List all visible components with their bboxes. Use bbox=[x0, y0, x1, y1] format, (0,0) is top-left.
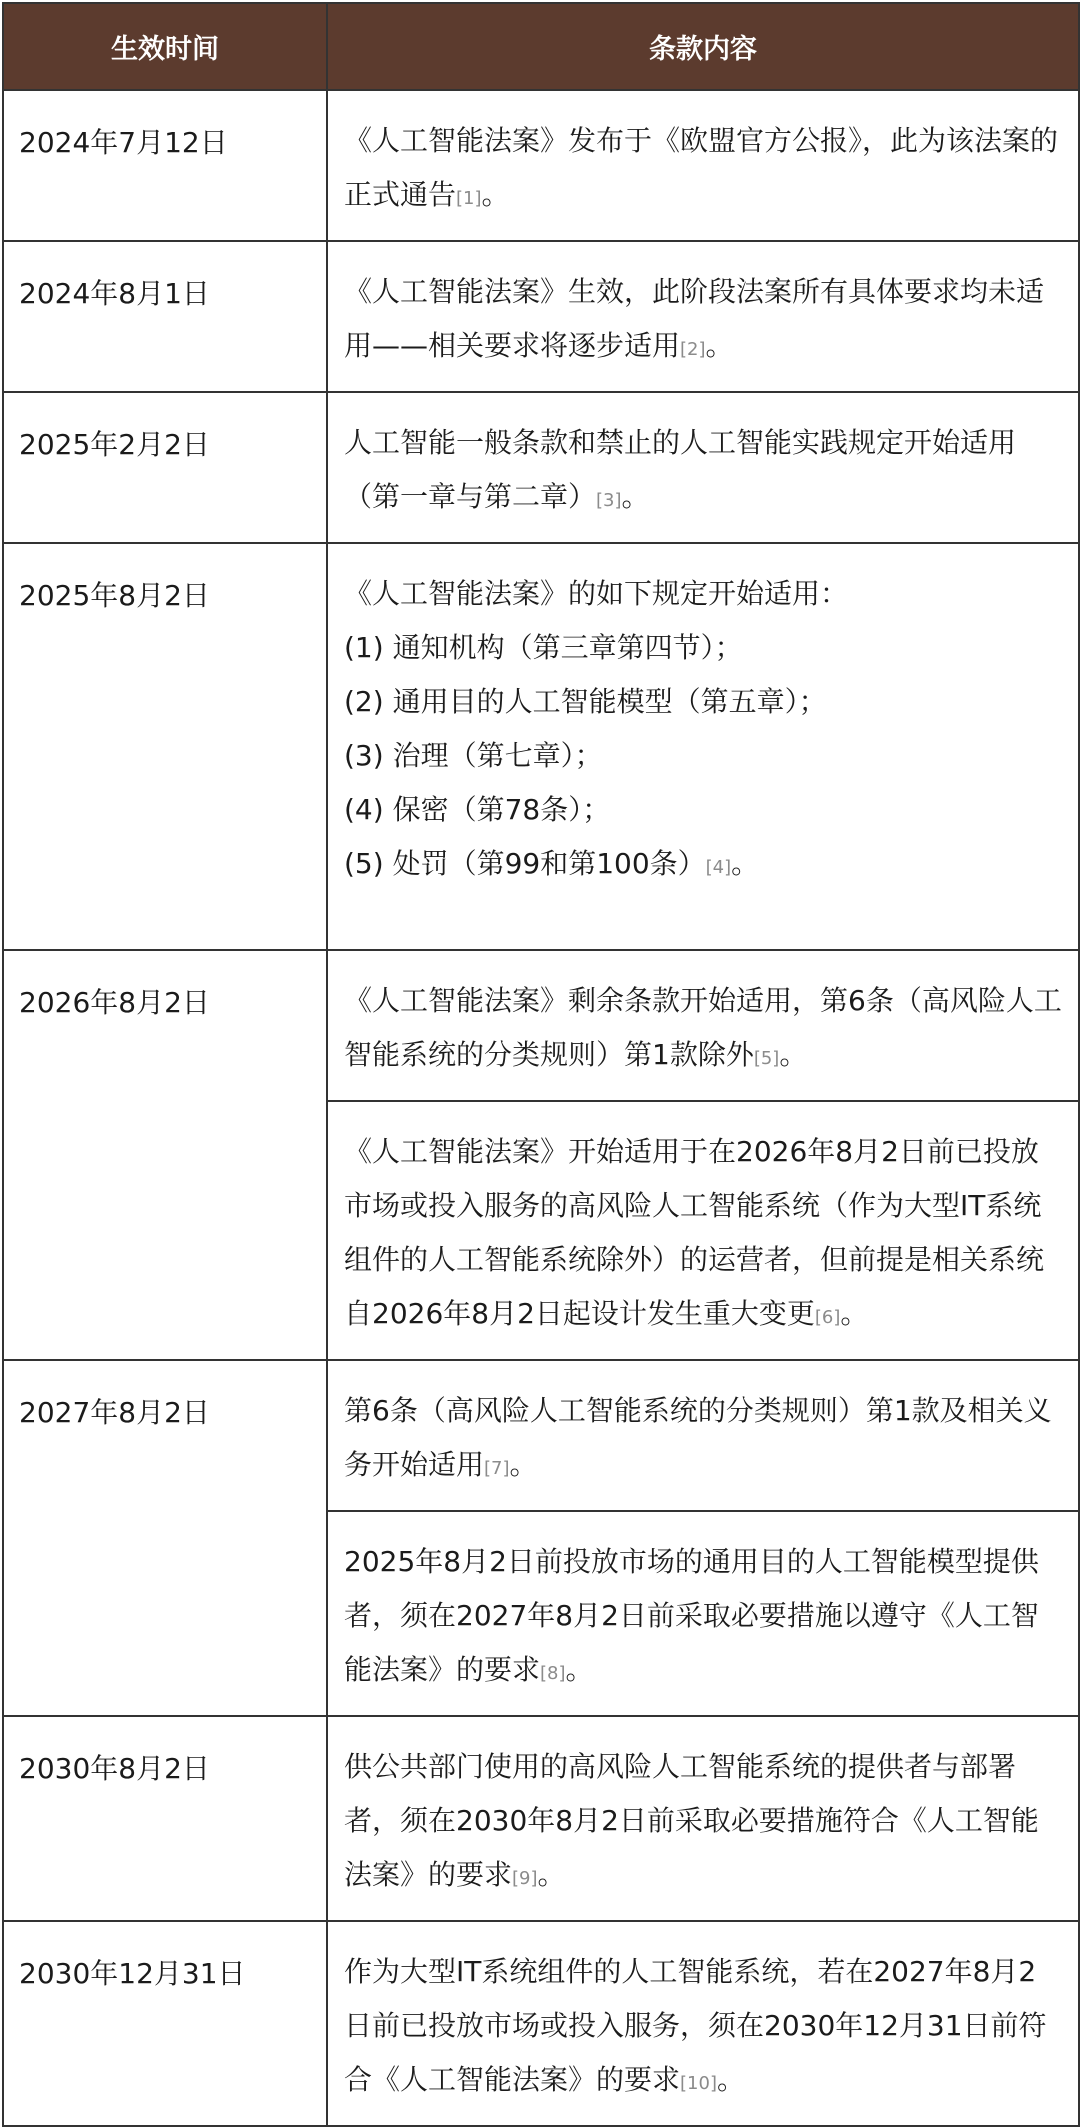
provision-line: (1) 通知机构（第三章第四节）； bbox=[344, 631, 743, 664]
effective-date-cell: 2030年12月31日 bbox=[3, 1921, 327, 2126]
provision-text bbox=[344, 729, 1064, 783]
table-row bbox=[3, 950, 1079, 1101]
effective-date-cell: 2025年8月2日 bbox=[3, 543, 327, 950]
provision-content-cell bbox=[327, 1511, 1079, 1716]
effective-date-cell: 2025年2月2日 bbox=[3, 392, 327, 543]
provision-line: (3) 治理（第七章）； bbox=[344, 739, 603, 772]
table-row bbox=[3, 1716, 1079, 1921]
provision-text bbox=[344, 675, 1064, 729]
provision-text bbox=[344, 1125, 1064, 1345]
provision-line: (4) 保密（第78条）； bbox=[344, 793, 611, 826]
provision-text bbox=[344, 783, 1064, 837]
sentence-end: 。 bbox=[565, 1653, 594, 1686]
sentence-end: 。 bbox=[705, 329, 734, 362]
provision-text bbox=[344, 114, 1064, 226]
effective-date-cell: 2024年7月12日 bbox=[3, 90, 327, 241]
sentence-end: 。 bbox=[621, 480, 650, 513]
table-row bbox=[3, 392, 1079, 543]
provision-text bbox=[344, 567, 1064, 621]
provision-text bbox=[344, 1384, 1064, 1496]
footnote-ref-link[interactable]: [3] bbox=[596, 490, 622, 511]
footnote-ref-link[interactable]: [2] bbox=[680, 339, 706, 360]
provision-text bbox=[344, 837, 1064, 895]
provision-text bbox=[344, 1945, 1064, 2111]
provision-content-cell bbox=[327, 90, 1079, 241]
sentence-end: 。 bbox=[840, 1297, 869, 1330]
header-provision-content: 条款内容 bbox=[327, 3, 1079, 90]
footnote-ref-link[interactable]: [5] bbox=[753, 1048, 780, 1069]
footnote-ref-link[interactable]: [1] bbox=[456, 188, 482, 209]
sentence-end: 。 bbox=[481, 178, 510, 211]
sentence-end: 。 bbox=[731, 847, 760, 880]
table-row bbox=[3, 90, 1079, 241]
provision-line: 人工智能一般条款和禁止的人工智能实践规定开始适用（第一章与第二章） bbox=[344, 426, 1017, 513]
effective-date-cell: 2030年8月2日 bbox=[3, 1716, 327, 1921]
footnote-ref-link[interactable]: [7] bbox=[484, 1458, 510, 1479]
provision-line: 《人工智能法案》剩余条款开始适用，第6条（高风险人工智能系统的分类规则）第1款除外 bbox=[344, 984, 1062, 1071]
provision-text bbox=[344, 1740, 1064, 1906]
provision-line: (5) 处罚（第99和第100条） bbox=[344, 847, 706, 880]
provision-content-cell bbox=[327, 543, 1079, 950]
provision-content-cell bbox=[327, 1360, 1079, 1511]
footnote-ref-link[interactable]: [9] bbox=[512, 1868, 538, 1889]
provision-line: 第6条（高风险人工智能系统的分类规则）第1款及相关义务开始适用 bbox=[344, 1394, 1052, 1481]
provision-text bbox=[344, 416, 1064, 528]
provision-content-cell bbox=[327, 241, 1079, 392]
provision-content-cell bbox=[327, 1716, 1079, 1921]
provision-text bbox=[344, 1535, 1064, 1701]
table-row bbox=[3, 543, 1079, 950]
table-row bbox=[3, 1921, 1079, 2126]
ai-act-timeline-table bbox=[2, 2, 1080, 2127]
footnote-ref-link[interactable]: [4] bbox=[705, 857, 732, 878]
provision-content-cell bbox=[327, 392, 1079, 543]
effective-date-cell: 2027年8月2日 bbox=[3, 1360, 327, 1716]
provision-content-cell bbox=[327, 950, 1079, 1101]
header-effective-date: 生效时间 bbox=[3, 3, 327, 90]
footnote-ref-link[interactable]: [10] bbox=[680, 2073, 717, 2094]
sentence-end: 。 bbox=[779, 1038, 808, 1071]
table-row bbox=[3, 1360, 1079, 1511]
provision-line: 《人工智能法案》生效，此阶段法案所有具体要求均未适用——相关要求将逐步适用 bbox=[344, 275, 1045, 362]
sentence-end: 。 bbox=[537, 1858, 566, 1891]
provision-text bbox=[344, 974, 1064, 1086]
provision-line: 《人工智能法案》发布于《欧盟官方公报》，此为该法案的正式通告 bbox=[344, 124, 1059, 211]
provision-line: 供公共部门使用的高风险人工智能系统的提供者与部署者，须在2030年8月2日前采取必要措施符合《人工智能法案》的要求 bbox=[344, 1750, 1039, 1891]
sentence-end: 。 bbox=[716, 2063, 745, 2096]
provision-line: 2025年8月2日前投放市场的通用目的人工智能模型提供者，须在2027年8月2日前采取必要措施以遵守《人工智能法案》的要求 bbox=[344, 1545, 1039, 1686]
provision-line: 《人工智能法案》的如下规定开始适用： bbox=[344, 577, 849, 610]
provision-line: 《人工智能法案》开始适用于在2026年8月2日前已投放市场或投入服务的高风险人工智能系统（作为大型IT系统组件的人工智能系统除外）的运营者，但前提是相关系统自2026年8月2日起设计发生重大变更 bbox=[344, 1135, 1045, 1330]
provision-text bbox=[344, 621, 1064, 675]
provision-content-cell bbox=[327, 1921, 1079, 2126]
sentence-end: 。 bbox=[509, 1448, 538, 1481]
footnote-ref-link[interactable]: [8] bbox=[540, 1663, 566, 1684]
provision-content-cell bbox=[327, 1101, 1079, 1360]
effective-date-cell: 2026年8月2日 bbox=[3, 950, 327, 1360]
header-row bbox=[3, 3, 1079, 90]
table-row bbox=[3, 241, 1079, 392]
provision-line: (2) 通用目的人工智能模型（第五章）； bbox=[344, 685, 827, 718]
provision-line: 作为大型IT系统组件的人工智能系统，若在2027年8月2日前已投放市场或投入服务，须在2030年12月31日前符合《人工智能法案》的要求 bbox=[344, 1955, 1047, 2096]
effective-date-cell: 2024年8月1日 bbox=[3, 241, 327, 392]
footnote-ref-link[interactable]: [6] bbox=[814, 1307, 841, 1328]
provision-text bbox=[344, 265, 1064, 377]
